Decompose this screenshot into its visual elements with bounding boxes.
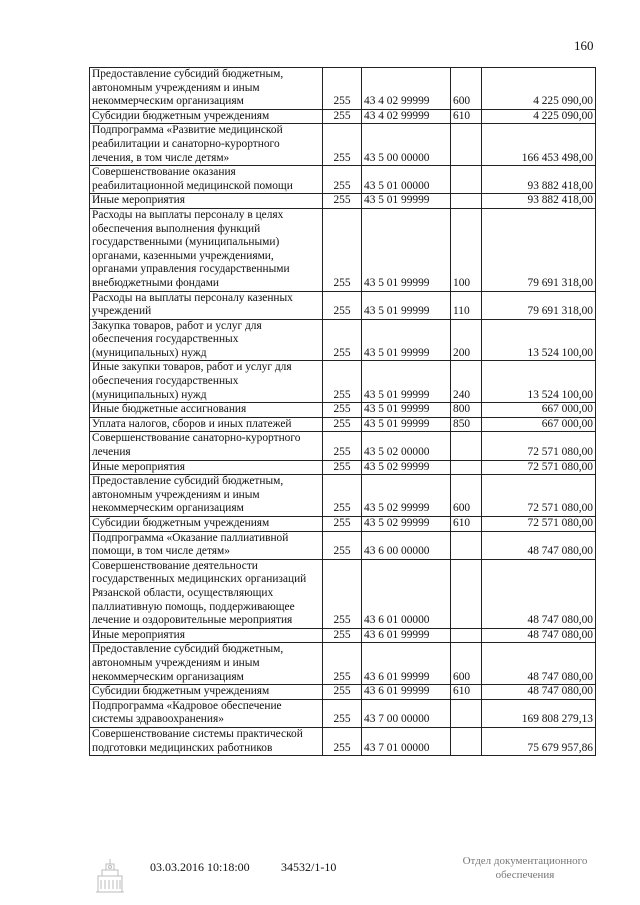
row-sum-cell: 79 691 318,00	[482, 291, 596, 319]
budget-table-body	[90, 68, 596, 756]
table-row	[90, 109, 596, 124]
row-vr-cell	[451, 432, 482, 460]
row-name-cell: Субсидии бюджетным учреждениям	[90, 517, 323, 532]
row-name-cell: Подпрограмма «Оказание паллиативной помощи, в том числе детям»	[90, 531, 323, 559]
row-csr-cell: 43 5 02 99999	[362, 475, 451, 517]
row-csr-cell: 43 5 02 99999	[362, 460, 451, 475]
row-sum-cell: 667 000,00	[482, 417, 596, 432]
row-code-cell: 255	[323, 559, 362, 628]
row-vr-cell: 200	[451, 319, 482, 361]
building-emblem-icon	[93, 858, 127, 894]
row-sum-cell: 79 691 318,00	[482, 208, 596, 291]
row-vr-cell: 800	[451, 403, 482, 418]
row-csr-cell: 43 6 01 00000	[362, 559, 451, 628]
table-row	[90, 417, 596, 432]
table-row	[90, 643, 596, 685]
row-code-cell: 255	[323, 628, 362, 643]
row-vr-cell: 600	[451, 68, 482, 110]
row-csr-cell: 43 4 02 99999	[362, 109, 451, 124]
row-name-cell: Иные мероприятия	[90, 460, 323, 475]
row-sum-cell: 72 571 080,00	[482, 475, 596, 517]
row-sum-cell: 48 747 080,00	[482, 559, 596, 628]
row-sum-cell: 72 571 080,00	[482, 432, 596, 460]
row-name-cell: Закупка товаров, работ и услуг для обеспечения государственных (муниципальных) нужд	[90, 319, 323, 361]
table-row	[90, 699, 596, 727]
row-sum-cell: 75 679 957,86	[482, 727, 596, 755]
row-code-cell: 255	[323, 208, 362, 291]
row-vr-cell: 600	[451, 475, 482, 517]
row-csr-cell: 43 7 01 00000	[362, 727, 451, 755]
row-vr-cell	[451, 559, 482, 628]
table-row	[90, 517, 596, 532]
row-sum-cell: 667 000,00	[482, 403, 596, 418]
row-code-cell: 255	[323, 699, 362, 727]
row-code-cell: 255	[323, 685, 362, 700]
row-name-cell: Совершенствование системы практической подготовки медицинских работников	[90, 727, 323, 755]
table-row	[90, 361, 596, 403]
table-row	[90, 403, 596, 418]
table-row	[90, 432, 596, 460]
row-code-cell: 255	[323, 475, 362, 517]
row-csr-cell: 43 4 02 99999	[362, 68, 451, 110]
row-sum-cell: 169 808 279,13	[482, 699, 596, 727]
row-sum-cell: 48 747 080,00	[482, 628, 596, 643]
table-row	[90, 559, 596, 628]
row-code-cell: 255	[323, 124, 362, 166]
document-footer	[0, 852, 640, 902]
row-code-cell: 255	[323, 727, 362, 755]
table-row	[90, 208, 596, 291]
row-sum-cell: 13 524 100,00	[482, 361, 596, 403]
row-name-cell: Расходы на выплаты персоналу казенных учреждений	[90, 291, 323, 319]
row-vr-cell: 240	[451, 361, 482, 403]
table-row	[90, 166, 596, 194]
row-name-cell: Совершенствование оказания реабилитационной медицинской помощи	[90, 166, 323, 194]
footer-document-number: 34532/1-10	[281, 860, 337, 874]
row-sum-cell: 72 571 080,00	[482, 517, 596, 532]
row-code-cell: 255	[323, 319, 362, 361]
row-code-cell: 255	[323, 403, 362, 418]
row-code-cell: 255	[323, 166, 362, 194]
row-csr-cell: 43 5 02 99999	[362, 517, 451, 532]
footer-datetime: 03.03.2016 10:18:00	[150, 860, 250, 874]
row-code-cell: 255	[323, 432, 362, 460]
row-sum-cell: 48 747 080,00	[482, 643, 596, 685]
row-name-cell: Предоставление субсидий бюджетным, автономным учреждениям и иным некоммерческим организациям	[90, 475, 323, 517]
row-vr-cell: 600	[451, 643, 482, 685]
table-row	[90, 628, 596, 643]
table-row	[90, 531, 596, 559]
row-sum-cell: 13 524 100,00	[482, 319, 596, 361]
row-vr-cell: 850	[451, 417, 482, 432]
row-vr-cell: 100	[451, 208, 482, 291]
page-number: 160	[574, 38, 594, 53]
row-code-cell: 255	[323, 291, 362, 319]
row-sum-cell: 93 882 418,00	[482, 194, 596, 209]
row-vr-cell	[451, 699, 482, 727]
row-csr-cell: 43 6 01 99999	[362, 628, 451, 643]
row-csr-cell: 43 5 01 99999	[362, 417, 451, 432]
row-code-cell: 255	[323, 361, 362, 403]
row-code-cell: 255	[323, 531, 362, 559]
row-name-cell: Совершенствование санаторно-курортного лечения	[90, 432, 323, 460]
row-code-cell: 255	[323, 460, 362, 475]
row-vr-cell	[451, 628, 482, 643]
row-sum-cell: 48 747 080,00	[482, 531, 596, 559]
row-name-cell: Иные закупки товаров, работ и услуг для обеспечения государственных (муниципальных) нужд	[90, 361, 323, 403]
row-name-cell: Расходы на выплаты персоналу в целях обеспечения выполнения функций государственными (муниципальными) органами, казенными учреждениями, органами управления государственными внебюджетными фондами	[90, 208, 323, 291]
row-code-cell: 255	[323, 109, 362, 124]
row-vr-cell	[451, 124, 482, 166]
budget-table	[89, 67, 596, 756]
row-sum-cell: 72 571 080,00	[482, 460, 596, 475]
table-row	[90, 727, 596, 755]
row-vr-cell: 610	[451, 685, 482, 700]
row-csr-cell: 43 7 00 00000	[362, 699, 451, 727]
row-name-cell: Предоставление субсидий бюджетным, автономным учреждениям и иным некоммерческим организациям	[90, 68, 323, 110]
table-row	[90, 291, 596, 319]
row-vr-cell: 110	[451, 291, 482, 319]
row-csr-cell: 43 5 01 99999	[362, 403, 451, 418]
row-name-cell: Совершенствование деятельности государственных медицинских организаций Рязанской области, осуществляющих паллиативную помощь, поддерживающее лечение и оздоровительные мероприятия	[90, 559, 323, 628]
table-row	[90, 319, 596, 361]
row-code-cell: 255	[323, 417, 362, 432]
row-vr-cell: 610	[451, 109, 482, 124]
row-name-cell: Субсидии бюджетным учреждениям	[90, 109, 323, 124]
row-csr-cell: 43 5 01 99999	[362, 361, 451, 403]
row-code-cell: 255	[323, 194, 362, 209]
row-csr-cell: 43 5 02 00000	[362, 432, 451, 460]
row-sum-cell: 4 225 090,00	[482, 68, 596, 110]
footer-department-stamp: Отдел документационного обеспечения	[462, 855, 588, 881]
row-csr-cell: 43 5 01 99999	[362, 194, 451, 209]
row-csr-cell: 43 5 01 00000	[362, 166, 451, 194]
row-code-cell: 255	[323, 517, 362, 532]
row-vr-cell	[451, 166, 482, 194]
row-csr-cell: 43 5 01 99999	[362, 208, 451, 291]
row-vr-cell: 610	[451, 517, 482, 532]
row-vr-cell	[451, 531, 482, 559]
row-csr-cell: 43 6 00 00000	[362, 531, 451, 559]
row-name-cell: Иные мероприятия	[90, 194, 323, 209]
row-vr-cell	[451, 727, 482, 755]
row-csr-cell: 43 5 01 99999	[362, 319, 451, 361]
row-code-cell: 255	[323, 643, 362, 685]
table-row	[90, 194, 596, 209]
row-name-cell: Иные бюджетные ассигнования	[90, 403, 323, 418]
row-csr-cell: 43 6 01 99999	[362, 685, 451, 700]
row-code-cell: 255	[323, 68, 362, 110]
row-sum-cell: 166 453 498,00	[482, 124, 596, 166]
row-csr-cell: 43 5 00 00000	[362, 124, 451, 166]
table-row	[90, 475, 596, 517]
table-row	[90, 68, 596, 110]
table-row	[90, 460, 596, 475]
table-row	[90, 685, 596, 700]
row-csr-cell: 43 5 01 99999	[362, 291, 451, 319]
row-sum-cell: 93 882 418,00	[482, 166, 596, 194]
row-name-cell: Подпрограмма «Развитие медицинской реабилитации и санаторно-курортного лечения, в том числе детям»	[90, 124, 323, 166]
row-name-cell: Предоставление субсидий бюджетным, автономным учреждениям и иным некоммерческим организациям	[90, 643, 323, 685]
row-name-cell: Подпрограмма «Кадровое обеспечение системы здравоохранения»	[90, 699, 323, 727]
row-name-cell: Уплата налогов, сборов и иных платежей	[90, 417, 323, 432]
row-name-cell: Иные мероприятия	[90, 628, 323, 643]
row-csr-cell: 43 6 01 99999	[362, 643, 451, 685]
row-vr-cell	[451, 194, 482, 209]
row-sum-cell: 4 225 090,00	[482, 109, 596, 124]
row-sum-cell: 48 747 080,00	[482, 685, 596, 700]
table-row	[90, 124, 596, 166]
row-name-cell: Субсидии бюджетным учреждениям	[90, 685, 323, 700]
row-vr-cell	[451, 460, 482, 475]
